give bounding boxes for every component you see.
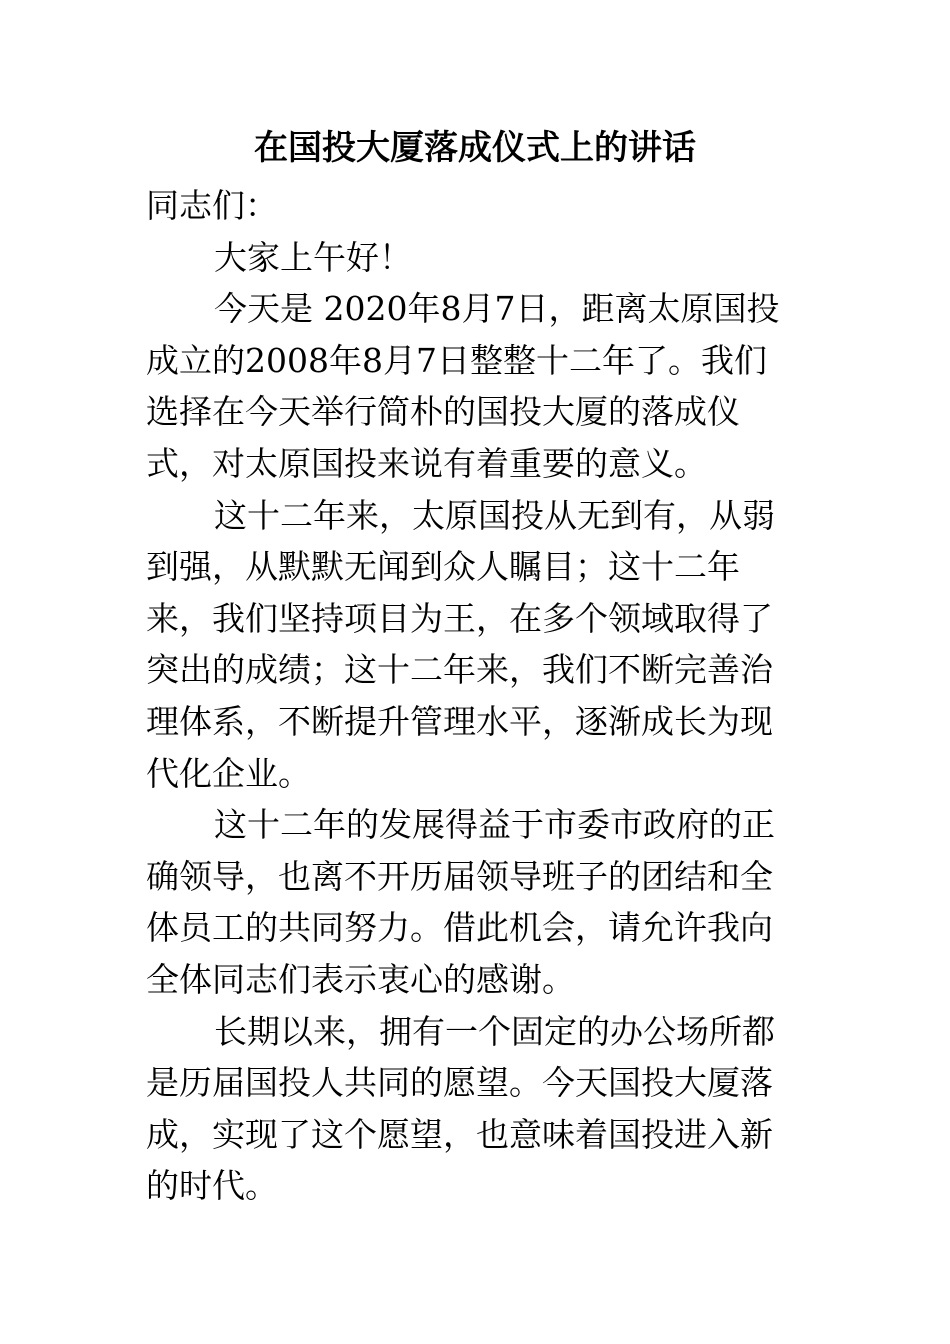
paragraph-achievements: 这十二年来，太原国投从无到有，从弱到强，从默默无闻到众人瞩目；这十二年来，我们坚持项目为王，在多个领域取得了突出的成绩；这十二年来，我们不断完善治理体系，不断提升管理水平，逐渐成长为现代化企业。	[146, 495, 775, 793]
paragraph-greeting: 大家上午好！	[214, 237, 412, 277]
paragraph-anniversary: 今天是 2020年8月7日，距离太原国投成立的2008年8月7日整整十二年了。我们选择在今天举行简朴的国投大厦的落成仪式，对太原国投来说有着重要的意义。	[146, 289, 780, 483]
document-title: 在国投大厦落成仪式上的讲话	[254, 128, 696, 168]
document-body	[146, 180, 786, 1212]
salutation: 同志们：	[146, 186, 278, 225]
paragraph-new-era: 长期以来，拥有一个固定的办公场所都是历届国投人共同的愿望。今天国投大厦落成，实现了这个愿望，也意味着国投进入新的时代。	[146, 1011, 775, 1206]
paragraph-thanks: 这十二年的发展得益于市委市政府的正确领导，也离不开历届领导班子的团结和全体员工的共同努力。借此机会，请允许我向全体同志们表示衷心的感谢。	[146, 805, 775, 999]
